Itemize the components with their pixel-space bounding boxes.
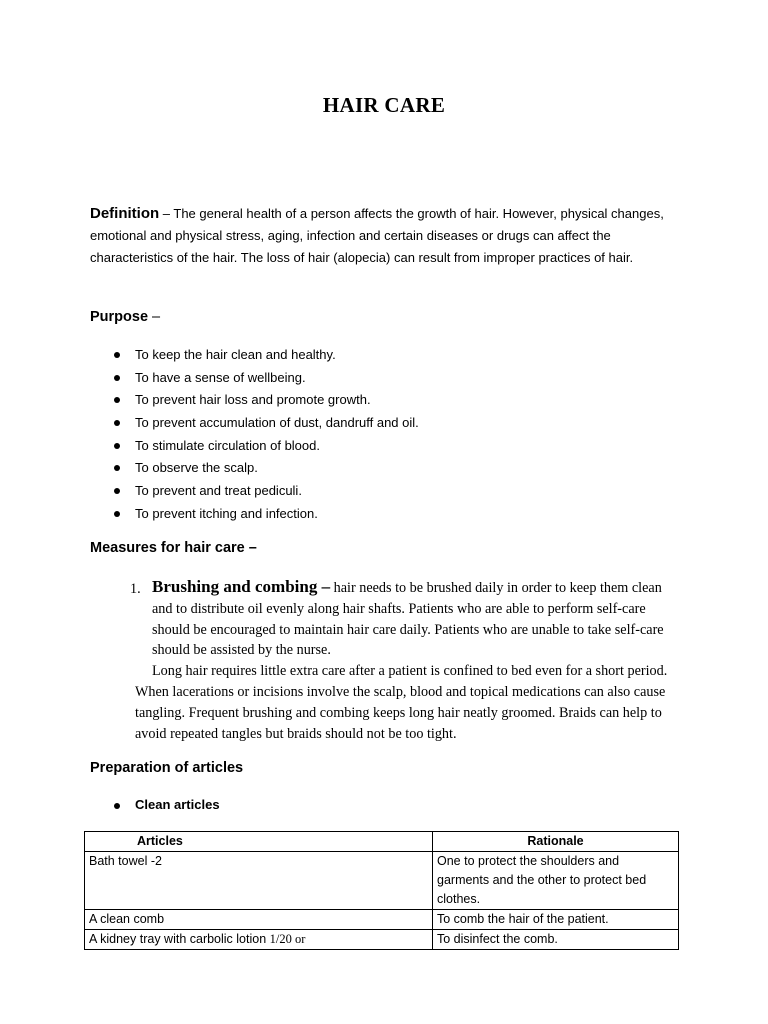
measures-heading: Measures for hair care – xyxy=(90,540,257,556)
column-header-rationale: Rationale xyxy=(433,832,679,852)
measure-first-paragraph xyxy=(152,577,675,661)
articles-table xyxy=(84,831,679,950)
purpose-dash: – xyxy=(148,309,161,325)
page-title: HAIR CARE xyxy=(322,93,446,117)
column-header-articles: Articles xyxy=(85,832,433,852)
list-item: To prevent itching and infection. xyxy=(114,504,419,527)
purpose-label: Purpose xyxy=(90,309,149,325)
preparation-heading: Preparation of articles xyxy=(90,760,244,776)
list-item: To keep the hair clean and healthy. xyxy=(114,345,419,368)
list-item: To stimulate circulation of blood. xyxy=(114,436,419,459)
measure-text: hair needs to be brushed daily in order to keep them clean and to distribute oil evenly along hair shafts. Patients who are able to perform self-care should be encouraged to maintain hair care daily. Patients who are unable to take self-care should be assisted by the nurse. xyxy=(152,580,664,659)
definition-text: – The general health of a person affects the growth of hair. However, physical changes, emotional and physical stress, aging, infection and certain diseases or drugs can affect the characteristics of the hair. The loss of hair (alopecia) can result from improper practices of hair. xyxy=(90,206,664,265)
table-row xyxy=(85,910,679,930)
article-ratio: 1/20 or xyxy=(269,932,306,946)
list-item: To observe the scalp. xyxy=(114,458,419,481)
table-cell-rationale: To comb the hair of the patient. xyxy=(433,910,679,930)
list-item: To prevent and treat pediculi. xyxy=(114,481,419,504)
table-header-row xyxy=(85,832,679,852)
measure-continuation: Long hair requires little extra care after a patient is confined to bed even for a short period. When lacerations or incisions involve the scalp, blood and topical medications can also cause tangling. Frequent brushing and combing keeps long hair neatly groomed. Braids can help to avoid repeated tangles but braids should not be too tight. xyxy=(135,663,668,742)
measure-lead: Brushing and combing – xyxy=(152,577,331,596)
definition-paragraph xyxy=(90,203,690,269)
list-item: To prevent accumulation of dust, dandruff and oil. xyxy=(114,413,419,436)
purpose-list xyxy=(114,345,419,527)
clean-articles-label: Clean articles xyxy=(114,797,220,812)
table-cell-article: A clean comb xyxy=(85,910,433,930)
list-item: To have a sense of wellbeing. xyxy=(114,368,419,391)
table-cell-article xyxy=(85,930,433,950)
measure-body xyxy=(130,577,675,744)
table-cell-rationale: One to protect the shoulders and garments and the other to protect bed clothes. xyxy=(433,852,679,910)
table-cell-article: Bath towel -2 xyxy=(85,852,433,910)
measure-number: 1. xyxy=(130,581,141,597)
list-item: To prevent hair loss and promote growth. xyxy=(114,390,419,413)
table-row xyxy=(85,930,679,950)
article-text: A kidney tray with carbolic lotion xyxy=(89,932,270,946)
purpose-heading xyxy=(90,309,160,325)
table-row xyxy=(85,852,679,910)
measure-item-brushing xyxy=(130,577,675,744)
table-cell-rationale: To disinfect the comb. xyxy=(433,930,679,950)
definition-label: Definition xyxy=(90,205,160,222)
